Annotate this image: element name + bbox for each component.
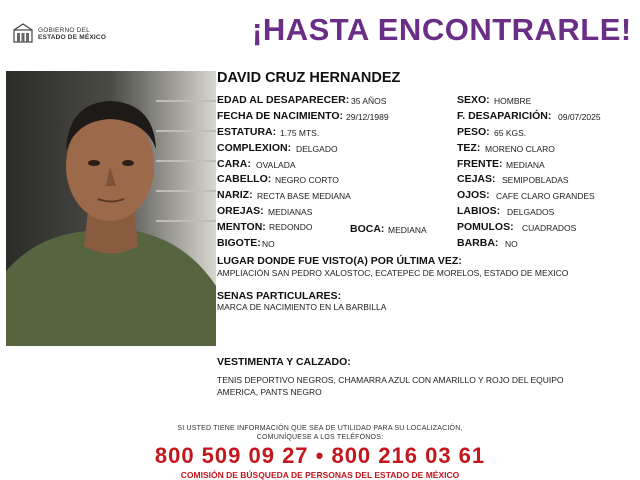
label-weight: PESO: (457, 126, 490, 138)
logo-line-1: GOBIERNO DEL (38, 27, 90, 34)
label-disappearance-date: F. DESAPARICIÓN: (457, 110, 552, 122)
clothing-line-2: AMERICA, PANTS NEGRO (217, 387, 322, 397)
value-ears: MEDIANAS (268, 207, 313, 217)
label-height: ESTATURA: (217, 126, 277, 138)
label-complexion: COMPLEXION: (217, 142, 292, 154)
person-name: DAVID CRUZ HERNANDEZ (217, 70, 401, 86)
label-mustache: BIGOTE: (217, 237, 261, 249)
label-mouth: BOCA: (350, 223, 385, 235)
value-skin: MORENO CLARO (485, 144, 555, 154)
value-height: 1.75 MTS. (280, 128, 320, 138)
label-lips: LABIOS: (457, 205, 501, 217)
label-birth-date: FECHA DE NACIMIENTO: (217, 110, 343, 122)
label-skin: TEZ: (457, 142, 481, 154)
value-eyebrows: SEMIPOBLADAS (502, 175, 569, 185)
value-birth-date: 29/12/1989 (346, 112, 389, 122)
label-face: CARA: (217, 158, 251, 170)
label-age: EDAD AL DESAPARECER: (217, 94, 350, 106)
label-forehead: FRENTE: (457, 158, 503, 170)
clothing-label: VESTIMENTA Y CALZADO: (217, 356, 351, 368)
footer-info-line-2: COMUNÍQUESE A LOS TELÉFONOS: (256, 434, 384, 441)
last-seen-label: LUGAR DONDE FUE VISTO(A) POR ÚLTIMA VEZ: (217, 255, 462, 267)
value-complexion: DELGADO (296, 144, 338, 154)
value-beard: NO (505, 239, 518, 249)
label-eyes: OJOS: (457, 189, 490, 201)
value-disappearance-date: 09/07/2025 (558, 112, 601, 122)
value-forehead: MEDIANA (506, 160, 545, 170)
value-face: OVALADA (256, 160, 296, 170)
footer-organization: COMISIÓN DE BÚSQUEDA DE PERSONAS DEL ESTADO DE MÉXICO (180, 470, 460, 480)
marks-value: MARCA DE NACIMIENTO EN LA BARBILLA (217, 302, 387, 312)
label-hair: CABELLO: (217, 173, 272, 185)
footer-info-line-1: SI USTED TIENE INFORMACIÓN QUE SEA DE UTILIDAD PARA SU LOCALIZACIÓN, (177, 425, 463, 432)
phone-numbers[interactable]: 800 509 09 27 • 800 216 03 61 (154, 443, 486, 468)
label-eyebrows: CEJAS: (457, 173, 496, 185)
value-weight: 65 KGS. (494, 128, 527, 138)
logo-line-2: ESTADO DE MÉXICO (38, 34, 107, 41)
value-hair: NEGRO CORTO (275, 175, 339, 185)
value-lips: DELGADOS (507, 207, 555, 217)
marks-label: SENAS PARTICULARES: (217, 290, 342, 302)
label-cheekbones: POMULOS: (457, 221, 514, 233)
government-logo (12, 22, 122, 46)
value-age: 35 AÑOS (351, 96, 387, 106)
label-beard: BARBA: (457, 237, 499, 249)
last-seen-value: AMPLIACIÓN SAN PEDRO XALOSTOC, ECATEPEC DE MORELOS, ESTADO DE MEXICO (217, 268, 569, 278)
page-title: ¡HASTA ENCONTRARLE! (252, 12, 632, 47)
value-chin: REDONDO (269, 222, 313, 232)
value-mustache: NO (262, 239, 275, 249)
clothing-line-1: TENIS DEPORTIVO NEGROS, CHAMARRA AZUL CON AMARILLO Y ROJO DEL EQUIPO (217, 375, 564, 385)
label-chin: MENTON: (217, 221, 266, 233)
label-ears: OREJAS: (217, 205, 264, 217)
value-nose: RECTA BASE MEDIANA (257, 191, 351, 201)
value-sex: HOMBRE (494, 96, 532, 106)
person-photo (6, 71, 216, 346)
label-nose: NARIZ: (217, 189, 253, 201)
value-eyes: CAFE CLARO GRANDES (496, 191, 595, 201)
state-emblem-icon (12, 22, 34, 44)
value-cheekbones: CUADRADOS (522, 223, 577, 233)
label-sex: SEXO: (457, 94, 490, 106)
value-mouth: MEDIANA (388, 225, 427, 235)
